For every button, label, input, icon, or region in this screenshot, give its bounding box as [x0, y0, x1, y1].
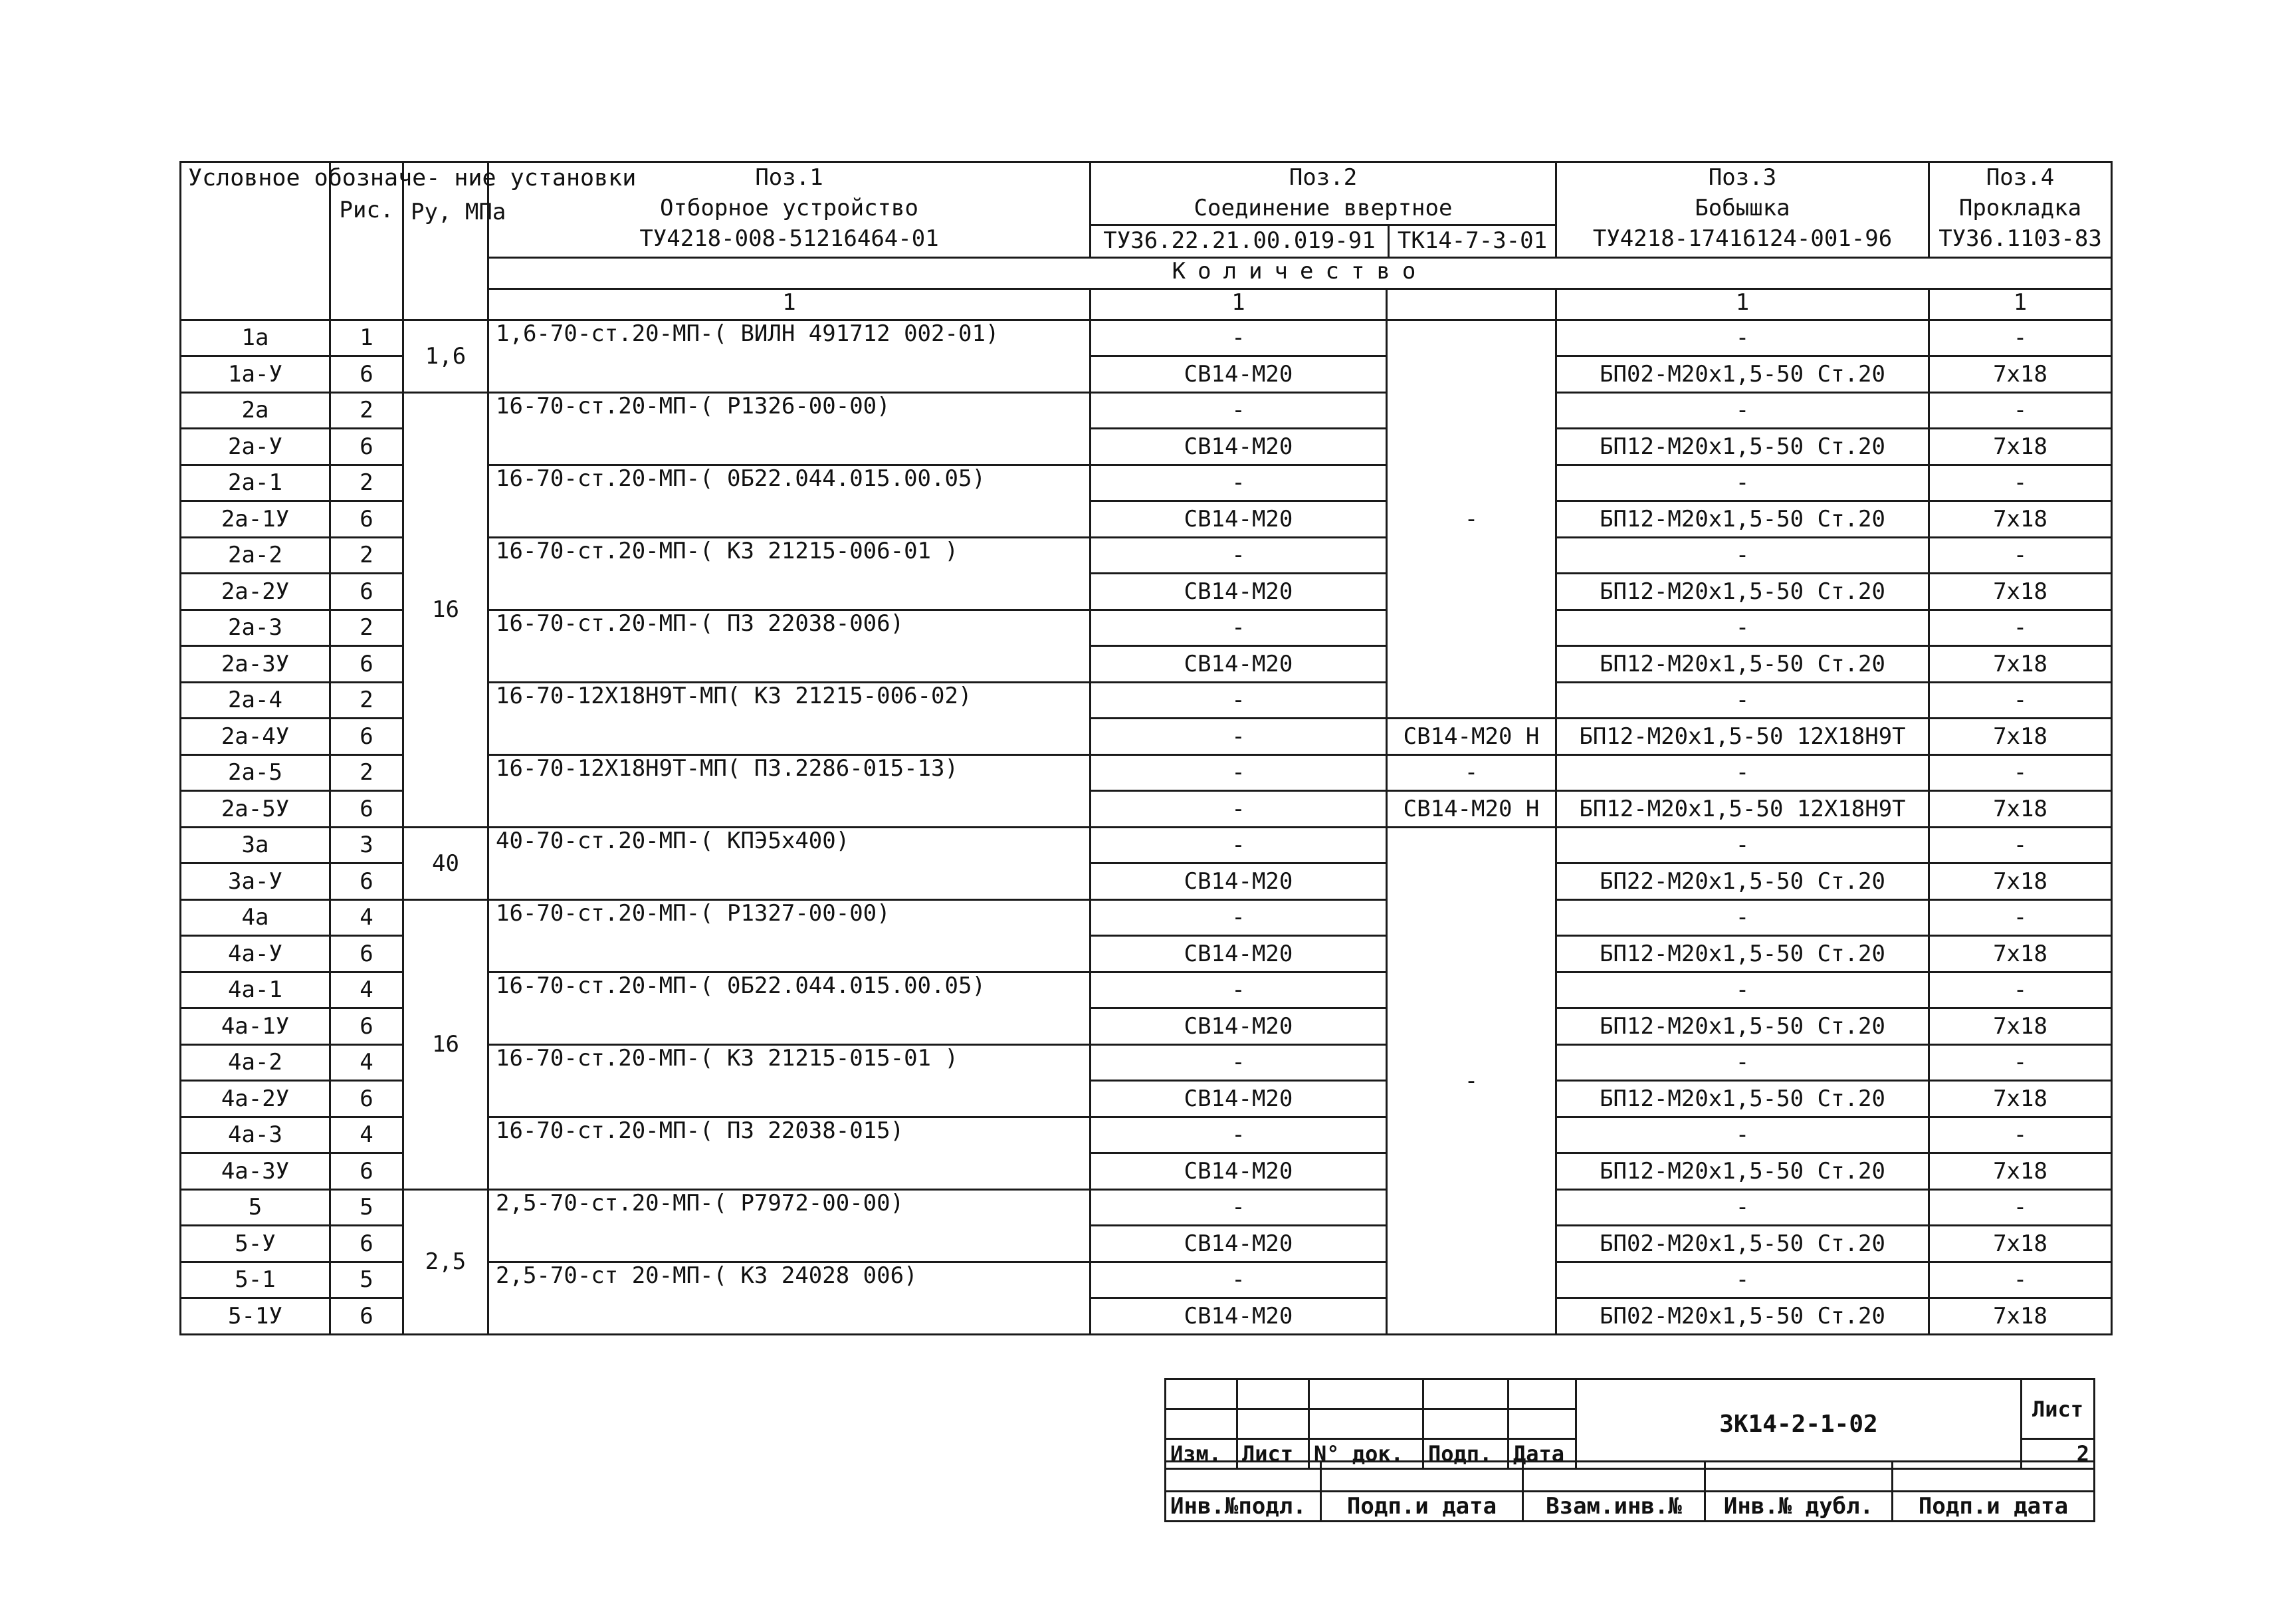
designation-cell: 3а [181, 827, 330, 863]
pos3-cell: - [1556, 899, 1929, 936]
pos2b-cell: - [1387, 827, 1556, 1334]
pos3-spec: ТУ4218-17416124-001-96 [1592, 225, 1893, 252]
designation-cell: 4а-1 [181, 972, 330, 1008]
pos3-cell: БП12-М20х1,5-50 Ст.20 [1556, 429, 1929, 465]
designation-cell: 1а-У [181, 356, 330, 393]
figure-cell: 3 [330, 827, 403, 863]
pos2a-cell: - [1091, 972, 1387, 1008]
pos3-cell: - [1556, 610, 1929, 646]
pos4-cell: 7х18 [1929, 1298, 2112, 1335]
pos1-cell: 16-70-ст.20-МП-( КЗ 21215-015-01 ) [488, 1044, 1091, 1117]
stamp-cell [1509, 1409, 1576, 1439]
stamp-data: Дата [1509, 1439, 1576, 1469]
figure-cell: 1 [330, 320, 403, 356]
pos4-cell: 7х18 [1929, 936, 2112, 973]
pos2-spec-a: ТУ36.22.21.00.019-91 [1091, 226, 1390, 257]
pressure-cell: 16 [403, 899, 488, 1189]
stamp-doc-no: N° док. [1309, 1439, 1423, 1469]
stamp-cell [1309, 1409, 1423, 1439]
stamp-cell [1166, 1379, 1237, 1409]
pos2a-cell: СВ14-М20 [1091, 501, 1387, 538]
designation-cell: 2а-1У [181, 501, 330, 538]
pos3-cell: - [1556, 1044, 1929, 1081]
pos2a-cell: - [1091, 1262, 1387, 1298]
pos4-cell: - [1929, 465, 2112, 501]
podp-data-2: Подп.и дата [1893, 1492, 2095, 1522]
pos4-cell: 7х18 [1929, 863, 2112, 900]
pos2a-cell: - [1091, 1117, 1387, 1153]
stamp-cell [1423, 1409, 1509, 1439]
figure-cell: 6 [330, 1081, 403, 1117]
header-pressure: Ру, МПа [403, 162, 488, 320]
designation-cell: 5-1У [181, 1298, 330, 1335]
podp-data: Подп.и дата [1321, 1492, 1523, 1522]
pos4-cell: 7х18 [1929, 1226, 2112, 1262]
pos2a-cell: - [1091, 682, 1387, 719]
designation-cell: 4а-2У [181, 1081, 330, 1117]
pos2a-cell: - [1091, 827, 1387, 863]
figure-cell: 2 [330, 610, 403, 646]
table-row [181, 320, 2112, 356]
pos3-cell: БП12-М20х1,5-50 Ст.20 [1556, 1153, 1929, 1190]
figure-cell: 2 [330, 392, 403, 429]
figure-cell: 2 [330, 537, 403, 574]
pos1-cell: 16-70-ст.20-МП-( Р1327-00-00) [488, 899, 1091, 972]
header-pos4 [1929, 162, 2112, 258]
figure-cell: 5 [330, 1189, 403, 1226]
pos2-spec-b: ТК14-7-3-01 [1397, 227, 1548, 254]
pos3-cell: - [1556, 972, 1929, 1008]
pos4-cell: - [1929, 1117, 2112, 1153]
pos1-spec: ТУ4218-008-51216464-01 [639, 225, 939, 252]
designation-cell: 3а-У [181, 863, 330, 900]
figure-cell: 6 [330, 501, 403, 538]
figure-cell: 4 [330, 1044, 403, 1081]
pos3-cell: БП12-М20х1,5-50 Ст.20 [1556, 1008, 1929, 1045]
designation-cell: 4а-3У [181, 1153, 330, 1190]
vzam-inv: Взам.инв.№ [1523, 1492, 1705, 1522]
designation-cell: 4а-1У [181, 1008, 330, 1045]
pos1-cell: 2,5-70-ст.20-МП-( Р7972-00-00) [488, 1189, 1091, 1262]
inv-cell [1893, 1462, 2095, 1492]
designation-cell: 4а-2 [181, 1044, 330, 1081]
designation-cell: 5 [181, 1189, 330, 1226]
figure-cell: 4 [330, 972, 403, 1008]
pos3-cell: - [1556, 1117, 1929, 1153]
designation-cell: 5-1 [181, 1262, 330, 1298]
inv-dubl: Инв.№ дубл. [1705, 1492, 1893, 1522]
specification-table [179, 161, 2113, 1335]
pos2-name: Соединение ввертное [1194, 194, 1453, 221]
pos2a-cell: - [1091, 719, 1387, 755]
pos2a-cell: - [1091, 899, 1387, 936]
pos4-cell: - [1929, 1044, 2112, 1081]
figure-cell: 6 [330, 356, 403, 393]
table-row [181, 899, 2112, 936]
stamp-cell [1309, 1379, 1423, 1409]
designation-cell: 2а-2У [181, 574, 330, 610]
pos2a-cell: СВ14-М20 [1091, 863, 1387, 900]
pos1-cell: 16-70-ст.20-МП-( КЗ 21215-006-01 ) [488, 537, 1091, 610]
pos2a-cell: СВ14-М20 [1091, 936, 1387, 973]
header-designation: Условное обозначе- ние установки [181, 162, 330, 320]
pos4-cell: - [1929, 682, 2112, 719]
pos1-cell: 16-70-ст.20-МП-( ПЗ 22038-015) [488, 1117, 1091, 1189]
pos4-cell: 7х18 [1929, 1081, 2112, 1117]
pos4-cell: 7х18 [1929, 501, 2112, 538]
pos2a-cell: - [1091, 754, 1387, 791]
qty-pos1: 1 [488, 288, 1091, 320]
sheet-number: 2 [2022, 1439, 2095, 1469]
designation-cell: 4а [181, 899, 330, 936]
stamp-list: Лист [1237, 1439, 1309, 1469]
pos3-cell: БП02-М20х1,5-50 Ст.20 [1556, 356, 1929, 393]
stamp-cell [1237, 1379, 1309, 1409]
designation-cell: 2а-1 [181, 465, 330, 501]
pos3-cell: БП12-М20х1,5-50 Ст.20 [1556, 501, 1929, 538]
pos4-cell: - [1929, 610, 2112, 646]
pos3-cell: БП02-М20х1,5-50 Ст.20 [1556, 1298, 1929, 1335]
designation-cell: 2а-5 [181, 754, 330, 791]
document-code: 3К14-2-1-02 [1576, 1379, 2022, 1469]
pos2b-cell: - [1387, 320, 1556, 719]
figure-cell: 2 [330, 682, 403, 719]
pos1-title: Поз.1 [755, 164, 823, 191]
pos3-cell: - [1556, 537, 1929, 574]
figure-cell: 6 [330, 1298, 403, 1335]
designation-cell: 2а-У [181, 429, 330, 465]
pos2a-cell: СВ14-М20 [1091, 574, 1387, 610]
pos4-cell: 7х18 [1929, 646, 2112, 683]
pos3-cell: - [1556, 1189, 1929, 1226]
pos4-cell: - [1929, 972, 2112, 1008]
pos4-spec: ТУ36.1103-83 [1938, 225, 2102, 252]
pos3-cell: - [1556, 1262, 1929, 1298]
pos2b-cell: СВ14-М20 Н [1387, 719, 1556, 755]
designation-cell: 2а-4У [181, 719, 330, 755]
pos4-cell: - [1929, 537, 2112, 574]
pos2a-cell: СВ14-М20 [1091, 1226, 1387, 1262]
designation-cell: 5-У [181, 1226, 330, 1262]
pos3-cell: БП02-М20х1,5-50 Ст.20 [1556, 1226, 1929, 1262]
sheet-label: Лист [2022, 1379, 2095, 1439]
pos2a-cell: СВ14-М20 [1091, 646, 1387, 683]
pos3-cell: - [1556, 320, 1929, 356]
quantity-header: Количество [488, 257, 2112, 288]
pos2a-cell: СВ14-М20 [1091, 1081, 1387, 1117]
stamp-cell [1509, 1379, 1576, 1409]
pos4-cell: 7х18 [1929, 1153, 2112, 1190]
designation-cell: 4а-У [181, 936, 330, 973]
pos4-cell: 7х18 [1929, 1008, 2112, 1045]
pos4-cell: 7х18 [1929, 719, 2112, 755]
pos2a-cell: - [1091, 392, 1387, 429]
stamp-podp: Подп. [1423, 1439, 1509, 1469]
pos2a-cell: - [1091, 537, 1387, 574]
designation-cell: 2а-3 [181, 610, 330, 646]
header-figure: Рис. [330, 162, 403, 320]
pos4-cell: 7х18 [1929, 429, 2112, 465]
pos1-name: Отборное устройство [660, 194, 918, 221]
pos1-cell: 2,5-70-ст 20-МП-( КЗ 24028 006) [488, 1262, 1091, 1334]
pos3-cell: БП12-М20х1,5-50 12Х18Н9Т [1556, 791, 1929, 828]
pos3-cell: БП12-М20х1,5-50 Ст.20 [1556, 936, 1929, 973]
figure-cell: 6 [330, 1008, 403, 1045]
stamp-izm: Изм. [1166, 1439, 1237, 1469]
pos2a-cell: СВ14-М20 [1091, 429, 1387, 465]
pos3-cell: БП22-М20х1,5-50 Ст.20 [1556, 863, 1929, 900]
pressure-cell: 1,6 [403, 320, 488, 392]
figure-cell: 6 [330, 863, 403, 900]
figure-cell: 2 [330, 754, 403, 791]
pos1-cell: 16-70-12Х18Н9Т-МП( КЗ 21215-006-02) [488, 682, 1091, 754]
pos4-cell: 7х18 [1929, 791, 2112, 828]
pos4-cell: - [1929, 392, 2112, 429]
pos2b-cell: - [1387, 754, 1556, 791]
qty-pos2b [1387, 288, 1556, 320]
pos2a-cell: - [1091, 465, 1387, 501]
designation-cell: 2а-5У [181, 791, 330, 828]
pos1-cell: 16-70-ст.20-МП-( ПЗ 22038-006) [488, 610, 1091, 682]
inventory-block [1164, 1460, 2095, 1522]
qty-pos2a: 1 [1091, 288, 1387, 320]
pos3-cell: - [1556, 465, 1929, 501]
inv-podl: Инв.№подл. [1166, 1492, 1321, 1522]
pos4-cell: - [1929, 1189, 2112, 1226]
pos2b-cell: СВ14-М20 Н [1387, 791, 1556, 828]
pressure-cell: 2,5 [403, 1189, 488, 1334]
specification-sheet [179, 161, 2111, 1520]
table-row [181, 827, 2112, 863]
pos3-cell: БП12-М20х1,5-50 Ст.20 [1556, 574, 1929, 610]
pos3-cell: - [1556, 827, 1929, 863]
figure-cell: 6 [330, 719, 403, 755]
pressure-cell: 16 [403, 392, 488, 827]
title-block [1164, 1378, 2095, 1470]
pos2a-cell: - [1091, 1044, 1387, 1081]
designation-cell: 4а-3 [181, 1117, 330, 1153]
pos1-cell: 16-70-ст.20-МП-( 0Б22.044.015.00.05) [488, 465, 1091, 537]
pos3-cell: БП12-М20х1,5-50 Ст.20 [1556, 1081, 1929, 1117]
pos4-cell: - [1929, 754, 2112, 791]
pos2a-cell: СВ14-М20 [1091, 1298, 1387, 1335]
figure-cell: 6 [330, 646, 403, 683]
figure-cell: 6 [330, 429, 403, 465]
pos3-title: Поз.3 [1708, 164, 1777, 191]
header-pos3 [1556, 162, 1929, 258]
pos2a-cell: СВ14-М20 [1091, 356, 1387, 393]
pos3-cell: - [1556, 754, 1929, 791]
figure-cell: 5 [330, 1262, 403, 1298]
inv-cell [1321, 1462, 1523, 1492]
pos2a-cell: - [1091, 791, 1387, 828]
inv-cell [1523, 1462, 1705, 1492]
pos3-cell: БП12-М20х1,5-50 Ст.20 [1556, 646, 1929, 683]
figure-cell: 6 [330, 1153, 403, 1190]
figure-cell: 4 [330, 1117, 403, 1153]
inv-cell [1166, 1462, 1321, 1492]
pos3-cell: БП12-М20х1,5-50 12Х18Н9Т [1556, 719, 1929, 755]
figure-cell: 4 [330, 899, 403, 936]
pos2-title: Поз.2 [1289, 164, 1358, 191]
designation-cell: 2а-4 [181, 682, 330, 719]
figure-cell: 6 [330, 574, 403, 610]
designation-cell: 2а-3У [181, 646, 330, 683]
stamp-cell [1237, 1409, 1309, 1439]
pos2a-cell: - [1091, 320, 1387, 356]
qty-pos3: 1 [1556, 288, 1929, 320]
pos4-cell: 7х18 [1929, 574, 2112, 610]
pos4-name: Прокладка [1958, 194, 2082, 221]
pos3-name: Бобышка [1695, 194, 1790, 221]
pos2a-cell: СВ14-М20 [1091, 1153, 1387, 1190]
pos4-cell: - [1929, 827, 2112, 863]
pos4-cell: - [1929, 1262, 2112, 1298]
pos2a-cell: - [1091, 1189, 1387, 1226]
pos3-cell: - [1556, 682, 1929, 719]
figure-cell: 2 [330, 465, 403, 501]
figure-cell: 6 [330, 791, 403, 828]
pos4-cell: 7х18 [1929, 356, 2112, 393]
table-row [181, 1189, 2112, 1226]
pos1-cell: 16-70-ст.20-МП-( 0Б22.044.015.00.05) [488, 972, 1091, 1044]
table-row [181, 392, 2112, 429]
pos3-cell: - [1556, 392, 1929, 429]
designation-cell: 2а [181, 392, 330, 429]
header-pos2 [1091, 162, 1556, 258]
stamp-cell [1166, 1409, 1237, 1439]
stamp-cell [1423, 1379, 1509, 1409]
pos1-cell: 1,6-70-ст.20-МП-( ВИЛН 491712 002-01) [488, 320, 1091, 392]
pos2a-cell: СВ14-М20 [1091, 1008, 1387, 1045]
pos4-cell: - [1929, 899, 2112, 936]
pos1-cell: 16-70-12Х18Н9Т-МП( ПЗ.2286-015-13) [488, 754, 1091, 827]
figure-cell: 6 [330, 1226, 403, 1262]
qty-pos4: 1 [1929, 288, 2112, 320]
designation-cell: 1а [181, 320, 330, 356]
pos4-title: Поз.4 [1986, 164, 2055, 191]
pressure-cell: 40 [403, 827, 488, 899]
pos4-cell: - [1929, 320, 2112, 356]
inv-cell [1705, 1462, 1893, 1492]
designation-cell: 2а-2 [181, 537, 330, 574]
pos2a-cell: - [1091, 610, 1387, 646]
figure-cell: 6 [330, 936, 403, 973]
pos1-cell: 16-70-ст.20-МП-( Р1326-00-00) [488, 392, 1091, 465]
pos1-cell: 40-70-ст.20-МП-( КПЭ5х400) [488, 827, 1091, 899]
